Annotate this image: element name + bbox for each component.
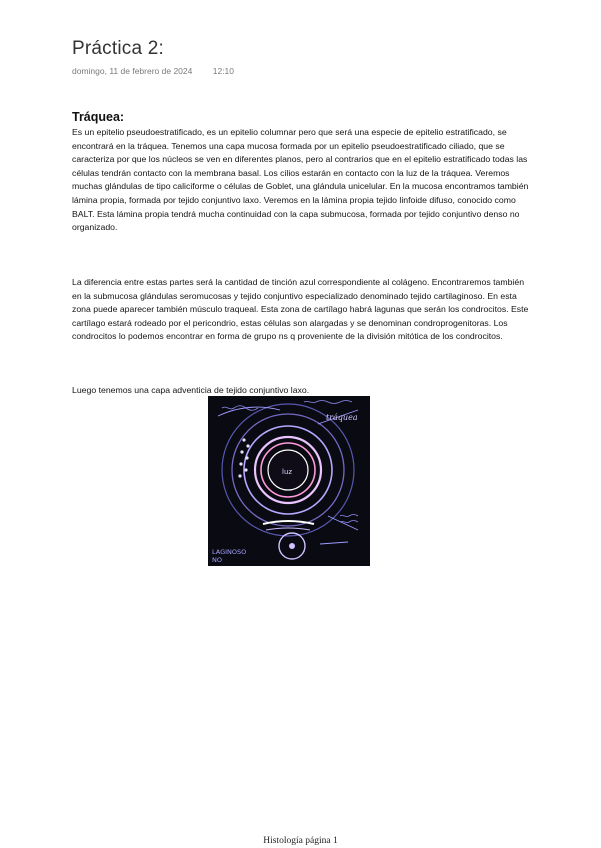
section-heading: Tráquea: [72,110,125,124]
trachea-drawing [208,396,370,566]
figure-bottom-label: LAGINOSO [212,548,247,556]
page-meta [72,66,234,76]
paragraph-1: Es un epitelio pseudoestratificado, es un epitelio columnar pero que será una especie de epitelio estratificado, se encontrará en la tráquea. Tenemos una capa mucosa formada por un epitelio pseudoestratificado ciliado, que se caracteriza por que los núcleos se ven en diferentes planos, pero al contrarios que en el epitelio estratificado todas las células tendrán contacto con la membrana basal. Los cilios estarán en contacto con la luz de la tráquea. Veremos muchas glándulas de tipo caliciforme o células de Goblet, una glándula unicelular. En la mucosa encontramos también lámina propia, formada por tejido conjuntivo laxo. Veremos en la lámina propia tejido linfoide difuso, conocido como BALT. Esta lámina propia tendrá mucha continuidad con la capa submucosa, formada por tejido conjuntivo denso no organizado. [72,127,529,233]
page-time: 12:10 [212,66,235,76]
page-date: domingo, 11 de febrero de 2024 [72,66,193,76]
trachea-drawing-svg [208,396,370,566]
page-title: Práctica 2: [72,38,164,59]
paragraph-3: Luego tenemos una capa adventicia de tejido conjuntivo laxo. [72,385,310,395]
figure-bottom-label-2: NO [212,556,222,564]
figure-title-label: tráquea [326,413,358,422]
paragraph-2: La diferencia entre estas partes será la cantidad de tinción azul correspondiente al colágeno. Encontraremos también en la submucosa glándulas seromucosas y tejido conjuntivo especializado denominado tejido cartilaginoso. En esta zona puede aparecer también músculo traqueal. Esta zona de cartílago habrá lagunas que serán los condrocitos. Este cartílago estará rodeado por el pericondrio, estas células son alargadas y se denominan condroprogenitoras. Los condrocitos lo podemos encontrar en forma de grupo ns q proveniente de la división mitótica de los condrocitos. [72,277,529,342]
page-footer: Histología página 1 [263,836,338,846]
lumen-label: luz [282,468,293,476]
